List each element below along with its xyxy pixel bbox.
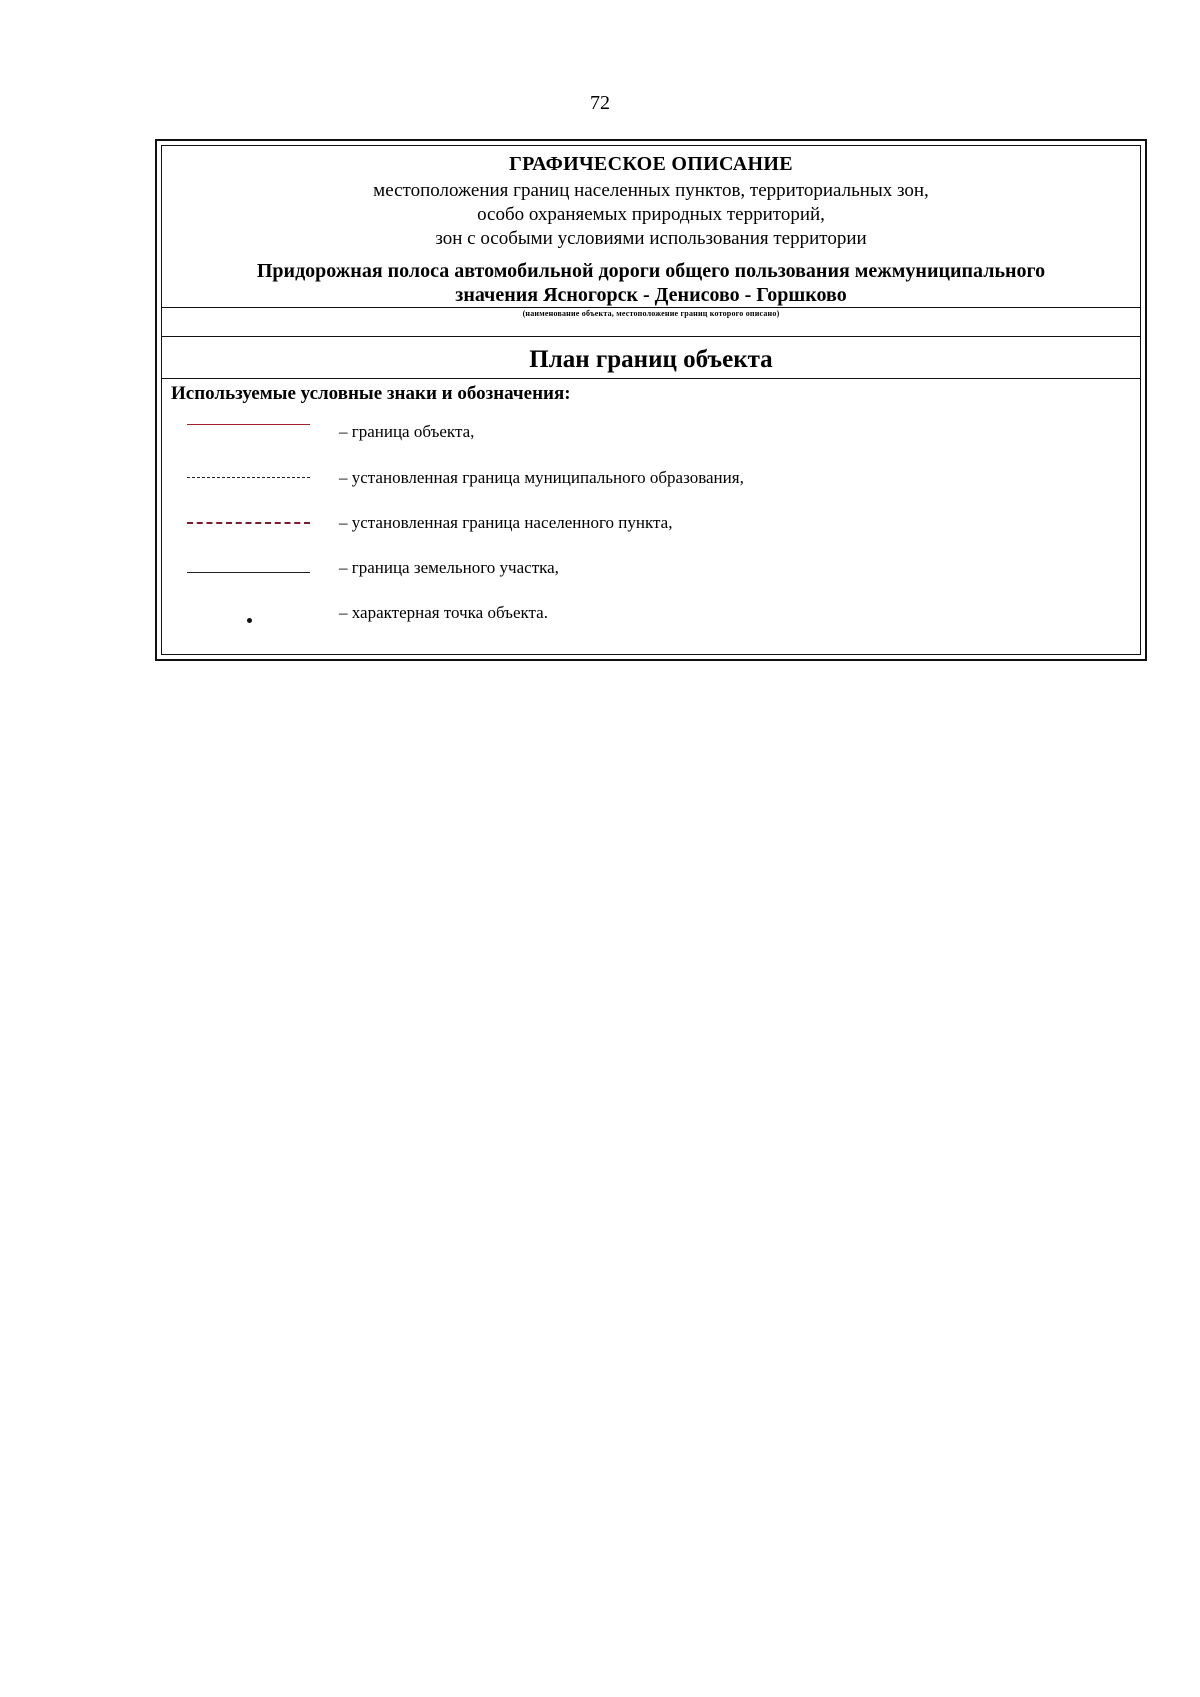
page-number: 72 — [590, 92, 610, 114]
solid-black-line-symbol — [187, 556, 310, 580]
subtitle-line-3: зон с особыми условиями использования территории — [435, 228, 867, 249]
subtitle-line-1: местоположения границ населенных пунктов, территориальных зон, — [373, 180, 929, 201]
legend-label: – граница объекта, — [339, 422, 475, 441]
legend-label: – граница земельного участка, — [339, 558, 559, 577]
plan-title-divider — [162, 378, 1140, 379]
object-name-line-1: Придорожная полоса автомобильной дороги общего пользования межмуниципального — [256, 260, 1046, 282]
object-name-underline — [162, 307, 1140, 308]
legend-item-municipal-boundary — [162, 466, 1140, 490]
graphic-description-frame — [155, 139, 1147, 661]
legend-item-characteristic-point — [162, 601, 1140, 625]
legend-item-object-boundary — [162, 420, 1140, 444]
legend-label: – установленная граница населенного пункта, — [339, 513, 673, 532]
header-divider — [162, 336, 1140, 337]
object-name-line-2: значения Ясногорск - Денисово - Горшково — [455, 284, 847, 306]
dash-dot-red-line-symbol — [187, 511, 310, 535]
legend-label: – характерная точка объекта. — [339, 603, 548, 622]
plan-title: План границ объекта — [529, 346, 773, 373]
document-title: ГРАФИЧЕСКОЕ ОПИСАНИЕ — [509, 153, 793, 175]
legend-item-settlement-boundary — [162, 511, 1140, 535]
solid-red-line-symbol — [187, 420, 310, 444]
dash-dot-black-line-symbol — [187, 466, 310, 490]
subtitle-line-2: особо охраняемых природных территорий, — [477, 204, 825, 225]
legend-title: Используемые условные знаки и обозначения: — [171, 383, 571, 404]
legend-item-land-plot-boundary — [162, 556, 1140, 580]
frame-inner-border — [161, 145, 1141, 655]
object-name-caption: (наименование объекта, местоположение границ которого описано) — [522, 309, 780, 318]
legend-label: – установленная граница муниципального образования, — [339, 468, 744, 487]
black-dot-symbol — [187, 601, 310, 625]
